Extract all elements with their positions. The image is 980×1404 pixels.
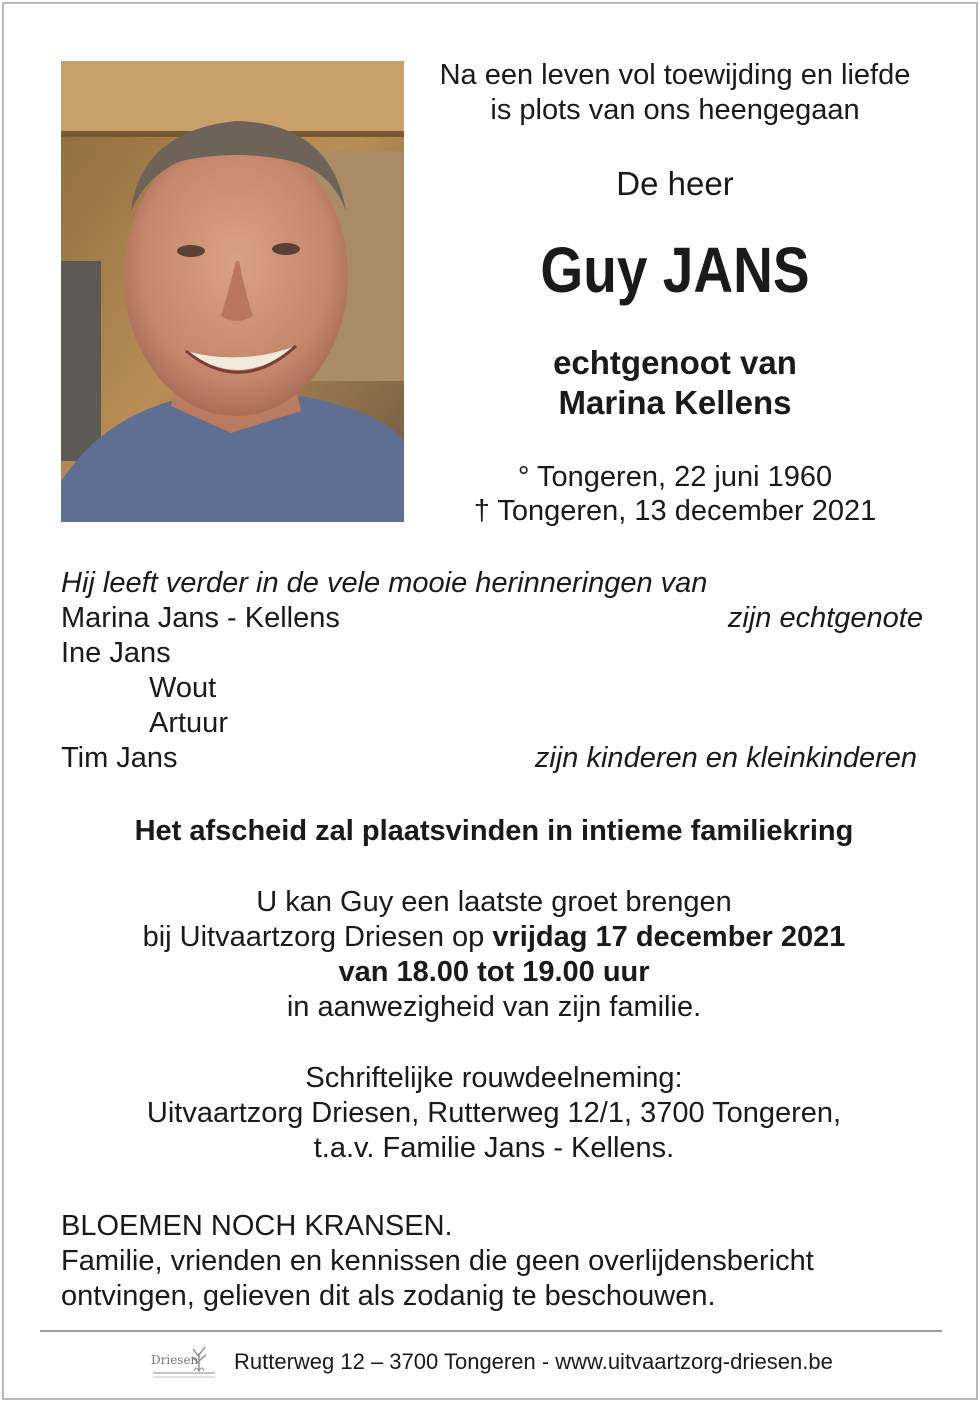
spouse-block — [414, 343, 936, 423]
family-row-child-2 — [61, 741, 923, 776]
flowers-line-3: ontvingen, gelieven dit als zodanig te beschouwen. — [61, 1280, 716, 1312]
family-grandchild-1: Wout — [149, 672, 217, 704]
visit-time: van 18.00 tot 19.00 uur — [338, 956, 650, 988]
visit-date: vrijdag 17 december 2021 — [492, 921, 846, 953]
dates-block — [414, 460, 936, 528]
portrait-illustration — [61, 61, 404, 522]
condolence-line-2: Uitvaartzorg Driesen, Rutterweg 12/1, 3700 Tongeren, — [146, 1097, 842, 1129]
condolence-block — [44, 1061, 944, 1166]
intro-text — [414, 58, 936, 128]
condolence-line-3: t.a.v. Familie Jans - Kellens. — [313, 1132, 675, 1164]
family-grandchild-2: Artuur — [149, 707, 228, 739]
logo-text: Driesen — [151, 1353, 199, 1367]
spouse-line-1: echtgenoot van — [553, 344, 797, 381]
family-spouse-relation: zijn echtgenote — [727, 602, 923, 634]
intro-line-1: Na een leven vol toewijding en liefde — [439, 59, 911, 91]
flowers-line-2: Familie, vrienden en kennissen die geen overlijdensbericht — [61, 1245, 814, 1277]
visit-line-1: U kan Guy een laatste groet brengen — [256, 886, 732, 918]
family-children-relation: zijn kinderen en kleinkinderen — [534, 742, 917, 774]
honorific: De heer — [616, 165, 734, 202]
flowers-line-1: BLOEMEN NOCH KRANSEN. — [61, 1210, 453, 1242]
visit-line-4: in aanwezigheid van zijn familie. — [286, 991, 702, 1023]
spouse-line-2: Marina Kellens — [558, 384, 792, 421]
family-section — [61, 566, 923, 778]
farewell-notice: Het afscheid zal plaatsvinden in intieme familiekring — [134, 815, 854, 847]
visit-line-2-prefix: bij Uitvaartzorg Driesen op — [142, 921, 493, 953]
intro-line-2: is plots van ons heengegaan — [490, 94, 860, 126]
portrait-photo — [61, 61, 404, 522]
family-spouse-name: Marina Jans - Kellens — [61, 602, 340, 634]
obituary-card — [2, 2, 978, 1400]
flowers-block — [61, 1209, 923, 1314]
footer-divider — [40, 1330, 942, 1332]
deceased-name: Guy JANS — [540, 234, 810, 306]
footer-address: Rutterweg 12 – 3700 Tongeren - www.uitvaartzorg-driesen.be — [234, 1349, 833, 1374]
death-date: † Tongeren, 13 december 2021 — [473, 495, 877, 527]
family-child-1: Ine Jans — [61, 637, 171, 669]
visit-line-2 — [44, 920, 944, 955]
visit-block — [44, 885, 944, 1025]
condolence-line-1: Schriftelijke rouwdeelneming: — [305, 1062, 683, 1094]
driesen-logo — [149, 1339, 219, 1383]
family-row-spouse — [61, 601, 923, 636]
birth-date: ° Tongeren, 22 juni 1960 — [517, 461, 833, 493]
family-child-2: Tim Jans — [61, 742, 178, 774]
family-heading: Hij leeft verder in de vele mooie herinneringen van — [61, 567, 708, 599]
